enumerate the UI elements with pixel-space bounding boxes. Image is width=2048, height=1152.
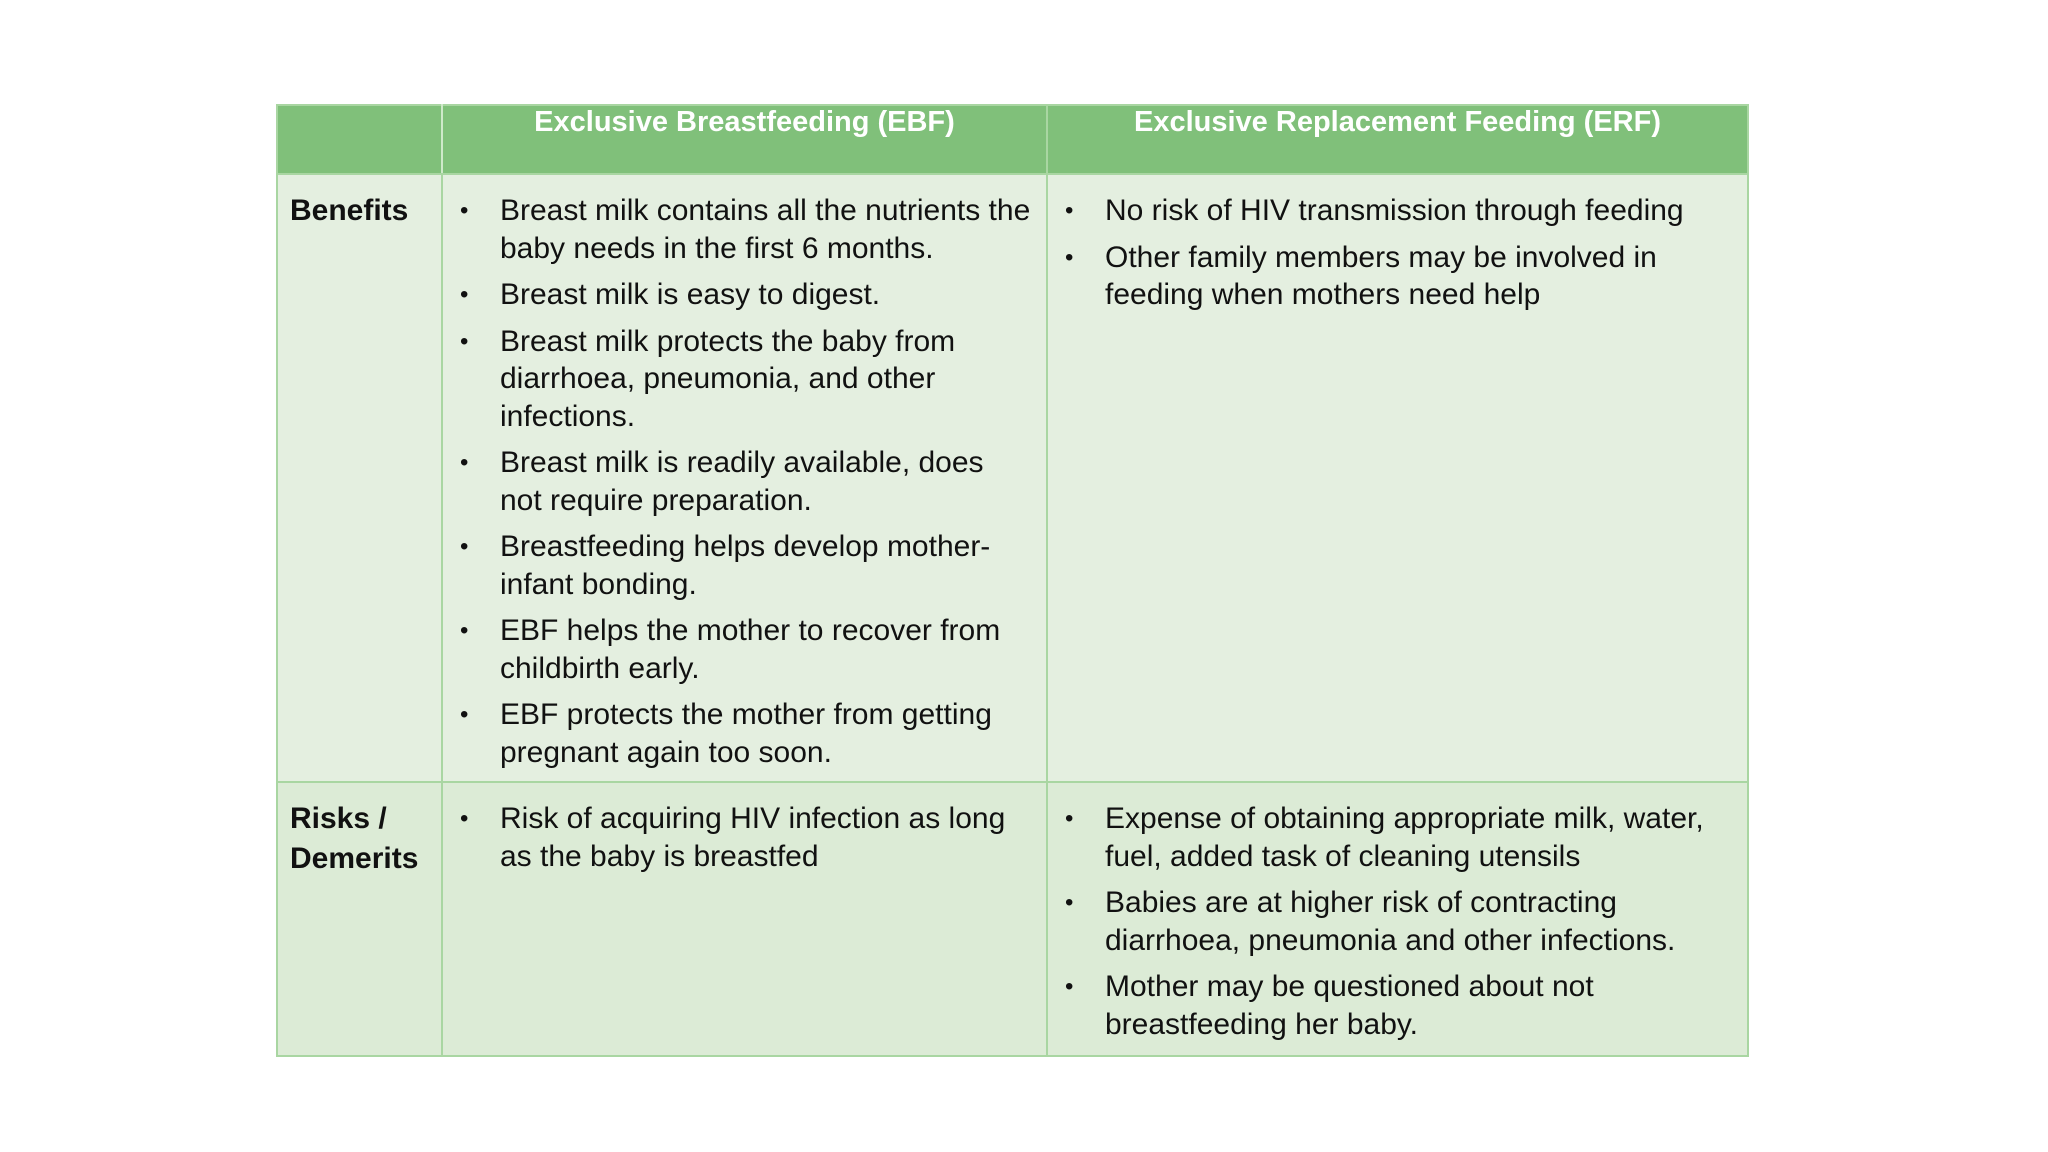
risks-erf-cell xyxy=(1047,782,1748,1056)
list-item-text: Babies are at higher risk of contracting diarrhoea, pneumonia and other infections. xyxy=(1105,886,1676,957)
bullet-icon: • xyxy=(1065,889,1074,916)
bullet-icon: • xyxy=(460,701,469,728)
bullet-icon: • xyxy=(460,533,469,560)
list-item xyxy=(456,323,1033,436)
bullet-icon: • xyxy=(460,617,469,644)
bullet-icon: • xyxy=(460,281,469,308)
list-item-text: Breastfeeding helps develop mother-infant bonding. xyxy=(500,530,991,601)
list-item-text: Risk of acquiring HIV infection as long as the baby is breastfed xyxy=(500,802,1006,873)
bullet-icon: • xyxy=(460,197,469,224)
list-item-text: Breast milk is readily available, does not require preparation. xyxy=(500,446,984,517)
feeding-comparison-table xyxy=(276,104,1749,1057)
list-item xyxy=(1061,884,1734,959)
bullet-icon: • xyxy=(1065,197,1074,224)
list-item-text: Expense of obtaining appropriate milk, water, fuel, added task of cleaning utensils xyxy=(1105,802,1704,873)
list-item-text: Breast milk contains all the nutrients the baby needs in the first 6 months. xyxy=(500,194,1031,265)
benefits-erf-cell xyxy=(1047,174,1748,782)
header-erf: Exclusive Replacement Feeding (ERF) xyxy=(1047,105,1748,174)
list-item-text: Breast milk protects the baby from diarrhoea, pneumonia, and other infections. xyxy=(500,324,956,433)
header-corner-cell xyxy=(277,105,442,174)
list-item-text: Mother may be questioned about not breastfeeding her baby. xyxy=(1105,970,1594,1041)
benefits-ebf-list xyxy=(444,176,1045,771)
header-ebf: Exclusive Breastfeeding (EBF) xyxy=(442,105,1047,174)
risks-ebf-list xyxy=(444,784,1045,875)
list-item xyxy=(456,444,1033,519)
bullet-icon: • xyxy=(460,449,469,476)
risks-erf-list xyxy=(1049,784,1746,1043)
list-item-text: Breast milk is easy to digest. xyxy=(500,278,881,311)
list-item xyxy=(456,192,1033,267)
list-item xyxy=(456,612,1033,687)
table-header-row xyxy=(277,105,1748,174)
bullet-icon: • xyxy=(460,805,469,832)
risks-ebf-cell xyxy=(442,782,1047,1056)
list-item xyxy=(1061,192,1734,230)
bullet-icon: • xyxy=(1065,805,1074,832)
bullet-icon: • xyxy=(1065,243,1074,271)
list-item-text: No risk of HIV transmission through feeding xyxy=(1105,194,1684,227)
list-item-text: Other family members may be involved in feeding when mothers need help xyxy=(1105,240,1657,311)
list-item-text: EBF protects the mother from getting pregnant again too soon. xyxy=(500,698,992,769)
list-item xyxy=(456,276,1033,314)
list-item xyxy=(456,800,1033,875)
bullet-icon: • xyxy=(1065,973,1074,1000)
list-item xyxy=(1061,968,1734,1043)
table-row-risks xyxy=(277,782,1748,1056)
row-label-benefits: Benefits xyxy=(277,174,442,782)
row-label-risks: Risks / Demerits xyxy=(277,782,442,1056)
list-item xyxy=(1061,800,1734,875)
benefits-ebf-cell xyxy=(442,174,1047,782)
list-item xyxy=(456,696,1033,771)
list-item-text: EBF helps the mother to recover from childbirth early. xyxy=(500,614,1001,685)
list-item xyxy=(456,528,1033,603)
benefits-erf-list xyxy=(1049,176,1746,314)
list-item xyxy=(1061,239,1734,314)
table-row-benefits xyxy=(277,174,1748,782)
bullet-icon: • xyxy=(460,327,469,355)
